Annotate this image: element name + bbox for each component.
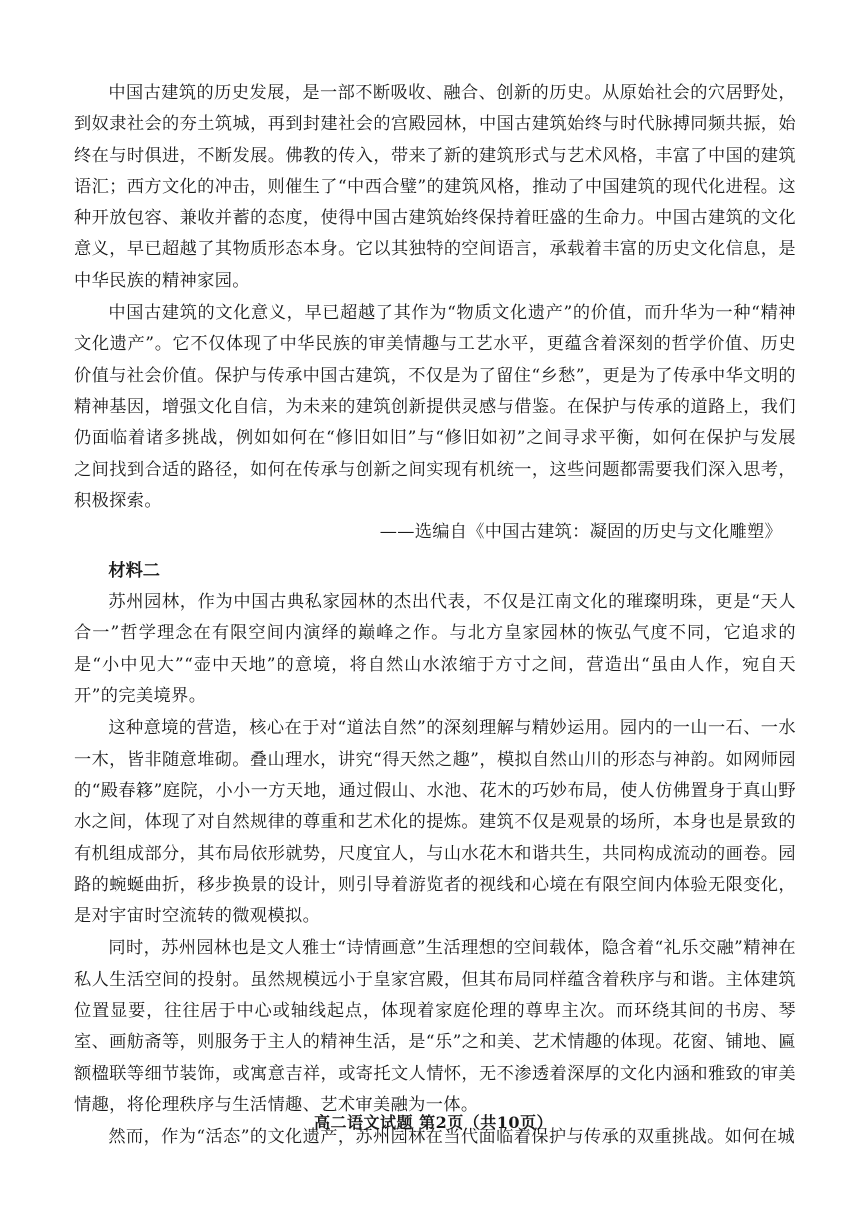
material-one-paragraph-2: 中国古建筑的文化意义，早已超越了其作为“物质文化遗产”的价值，而升华为一种“精神文化遗产”。它不仅体现了中华民族的审美情趣与工艺水平，更蕴含着深刻的哲学价值、历史价值与社会价值。保护与传承中国古建筑，不仅是为了留住“乡愁”，更是为了传承中华文明的精神基因，增强文化自信，为未来的建筑创新提供灵感与借鉴。在保护与传承的道路上，我们仍面临着诸多挑战，例如如何在“修旧如旧”与“修旧如初”之间寻求平衡，如何在保护与发展之间找到合适的路径，如何在传承与创新之间实现有机统一，这些问题都需要我们深入思考，积极探索。 (74, 303, 796, 511)
page-footer: 高二语文试题 第2页（共10页） (314, 1113, 553, 1132)
material-two-paragraph-4: 然而，作为“活态”的文化遗产，苏州园林在当代面临着保护与传承的双重挑战。如何在城 (108, 1127, 796, 1148)
source-citation: ——选编自《中国古建筑：凝固的历史与文化雕塑》 (379, 522, 782, 543)
section-heading-material-two: 材料二 (108, 561, 160, 582)
material-two-paragraph-3: 同时，苏州园林也是文人雅士“诗情画意”生活理想的空间载体，隐含着“礼乐交融”精神在私人生活空间的投射。虽然规模远小于皇家宫殿，但其布局同样蕴含着秩序与和谐。主体建筑位置显要，往往居于中心或轴线起点，体现着家庭伦理的尊卑主次。而环绕其间的书房、琴室、画舫斋等，则服务于主人的精神生活，是“乐”之和美、艺术情趣的体现。花窗、铺地、匾额楹联等细节装饰，或寓意吉祥，或寄托文人情怀，无不渗透着深厚的文化内涵和雅致的审美情趣，将伦理秩序与生活情趣、艺术审美融为一体。 (74, 938, 796, 1115)
material-one-paragraph-1: 中国古建筑的历史发展，是一部不断吸收、融合、创新的历史。从原始社会的穴居野处，到奴隶社会的夯土筑城，再到封建社会的宫殿园林，中国古建筑始终与时代脉搏同频共振，始终在与时俱进，不断发展。佛教的传入，带来了新的建筑形式与艺术风格，丰富了中国的建筑语汇；西方文化的冲击，则催生了“中西合璧”的建筑风格，推动了中国建筑的现代化进程。这种开放包容、兼收并蓄的态度，使得中国古建筑始终保持着旺盛的生命力。中国古建筑的文化意义，早已超越了其物质形态本身。它以其独特的空间语言，承载着丰富的历史文化信息，是中华民族的精神家园。 (74, 83, 796, 291)
material-two-paragraph-1: 苏州园林，作为中国古典私家园林的杰出代表，不仅是江南文化的璀璨明珠，更是“天人合一”哲学理念在有限空间内演绎的巅峰之作。与北方皇家园林的恢弘气度不同，它追求的是“小中见大”“壶中天地”的意境，将自然山水浓缩于方寸之间，营造出“虽由人作，宛自天开”的完美境界。 (74, 592, 796, 707)
document-body (74, 78, 796, 1154)
material-two-paragraph-2: 这种意境的营造，核心在于对“道法自然”的深刻理解与精妙运用。园内的一山一石、一水一木，皆非随意堆砌。叠山理水，讲究“得天然之趣”，模拟自然山川的形态与神韵。如网师园的“殿春簃”庭院，小小一方天地，通过假山、水池、花木的巧妙布局，使人仿佛置身于真山野水之间，体现了对自然规律的尊重和艺术化的提炼。建筑不仅是观景的场所，本身也是景致的有机组成部分，其布局依形就势，尺度宜人，与山水花木和谐共生，共同构成流动的画卷。园路的蜿蜒曲折，移步换景的设计，则引导着游览者的视线和心境在有限空间内体验无限变化，是对宇宙时空流转的微观模拟。 (74, 718, 796, 927)
